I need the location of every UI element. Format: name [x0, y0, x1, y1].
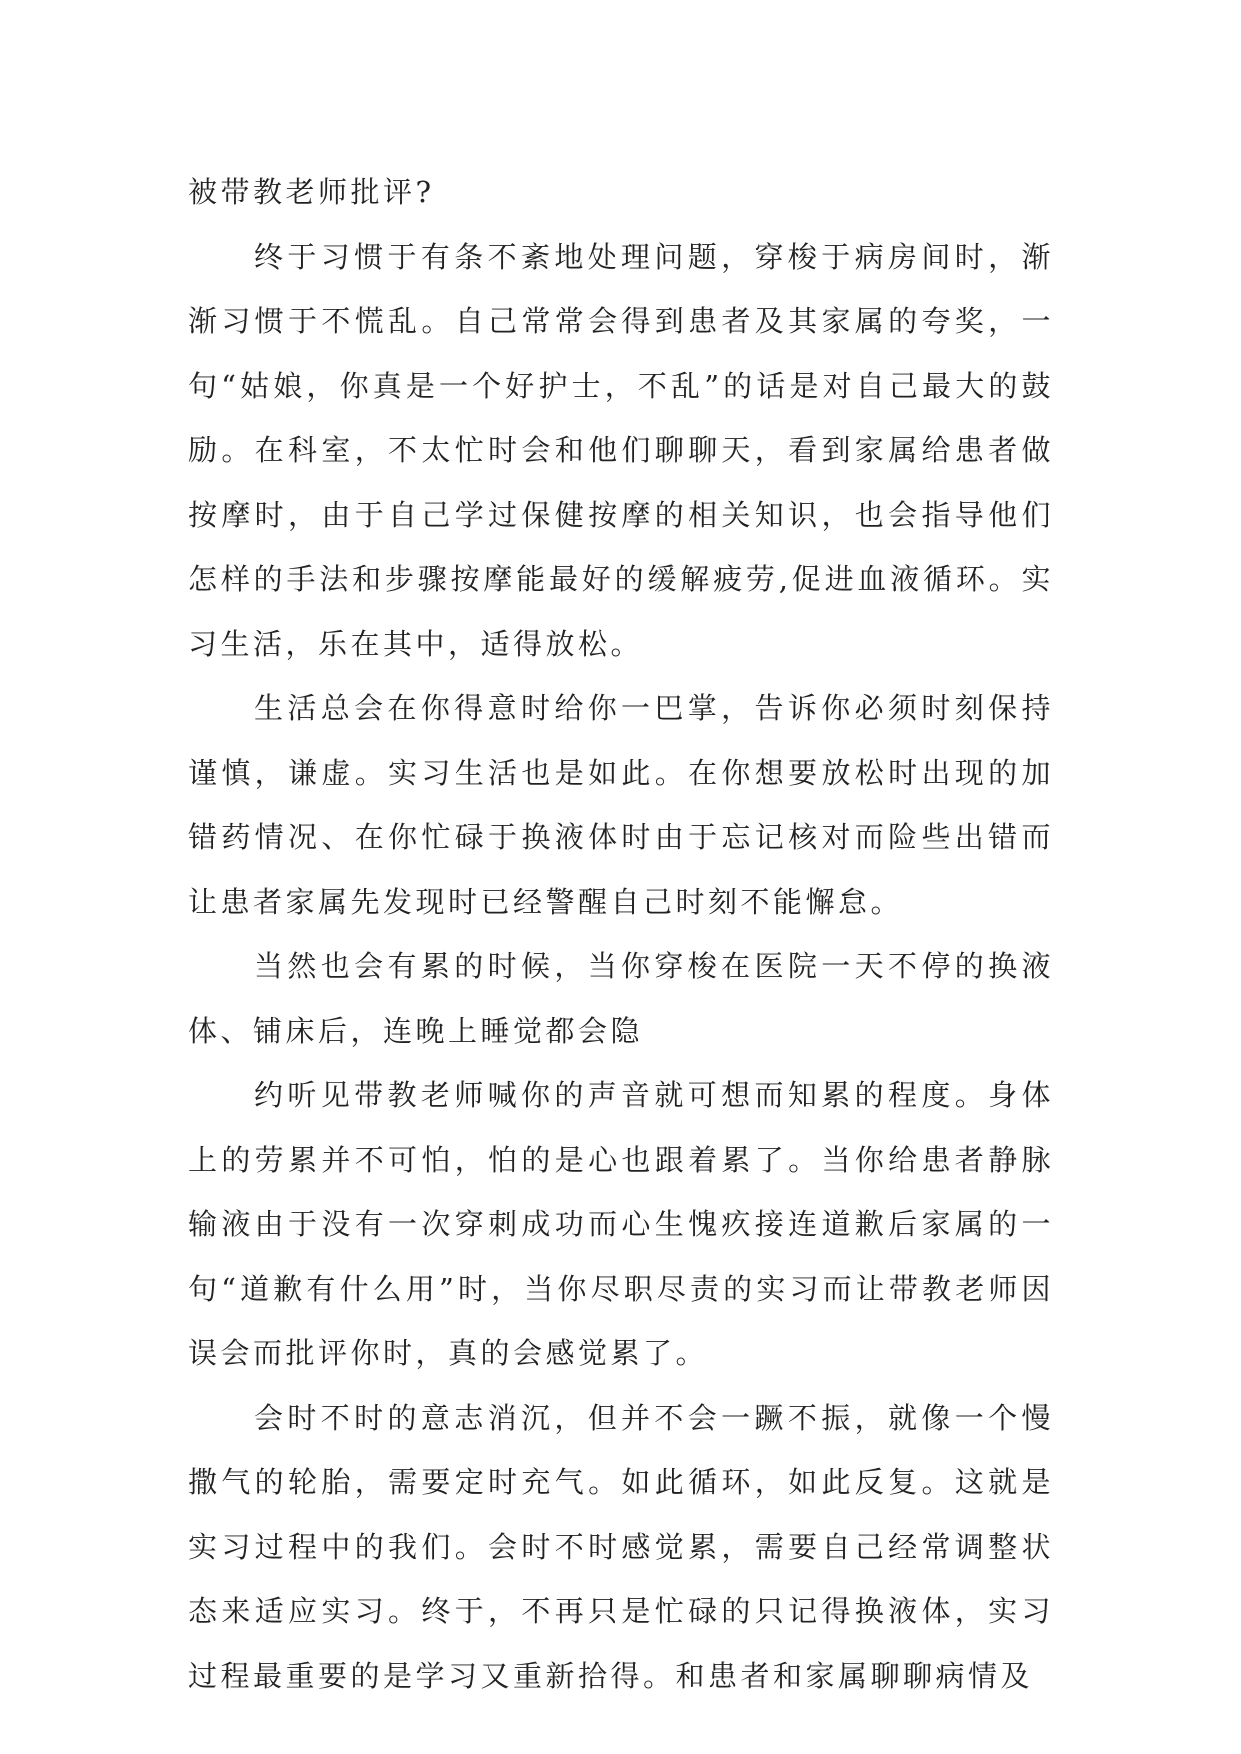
paragraph-2: 终于习惯于有条不紊地处理问题，穿梭于病房间时，渐渐习惯于不慌乱。自己常常会得到患者及其家属的夸奖，一句“姑娘，你真是一个好护士，不乱”的话是对自己最大的鼓励。在科室，不太忙时会和他们聊聊天，看到家属给患者做按摩时，由于自己学过保健按摩的相关知识，也会指导他们怎样的手法和步骤按摩能最好的缓解疲劳,促进血液循环。实习生活，乐在其中，适得放松。 [188, 239, 1054, 661]
paragraph-5: 约听见带教老师喊你的声音就可想而知累的程度。身体上的劳累并不可怕，怕的是心也跟着累了。当你给患者静脉输液由于没有一次穿刺成功而心生愧疚接连道歉后家属的一句“道歉有什么用”时，当你尽职尽责的实习而让带教老师因误会而批评你时，真的会感觉累了。 [188, 1078, 1054, 1370]
paragraph-4: 当然也会有累的时候，当你穿梭在医院一天不停的换液体、铺床后，连晚上睡觉都会隐 [188, 949, 1054, 1048]
body-text [188, 160, 1054, 1708]
paragraph-1: 被带教老师批评? [188, 175, 435, 209]
paragraph-6: 会时不时的意志消沉，但并不会一蹶不振，就像一个慢撒气的轮胎，需要定时充气。如此循环，如此反复。这就是实习过程中的我们。会时不时感觉累，需要自己经常调整状态来适应实习。终于，不再只是忙碌的只记得换液体，实习过程最重要的是学习又重新拾得。和患者和家属聊聊病情及 [188, 1400, 1054, 1693]
paragraph-3: 生活总会在你得意时给你一巴掌，告诉你必须时刻保持谨慎，谦虚。实习生活也是如此。在你想要放松时出现的加错药情况、在你忙碌于换液体时由于忘记核对而险些出错而让患者家属先发现时已经警醒自己时刻不能懈怠。 [188, 691, 1054, 919]
